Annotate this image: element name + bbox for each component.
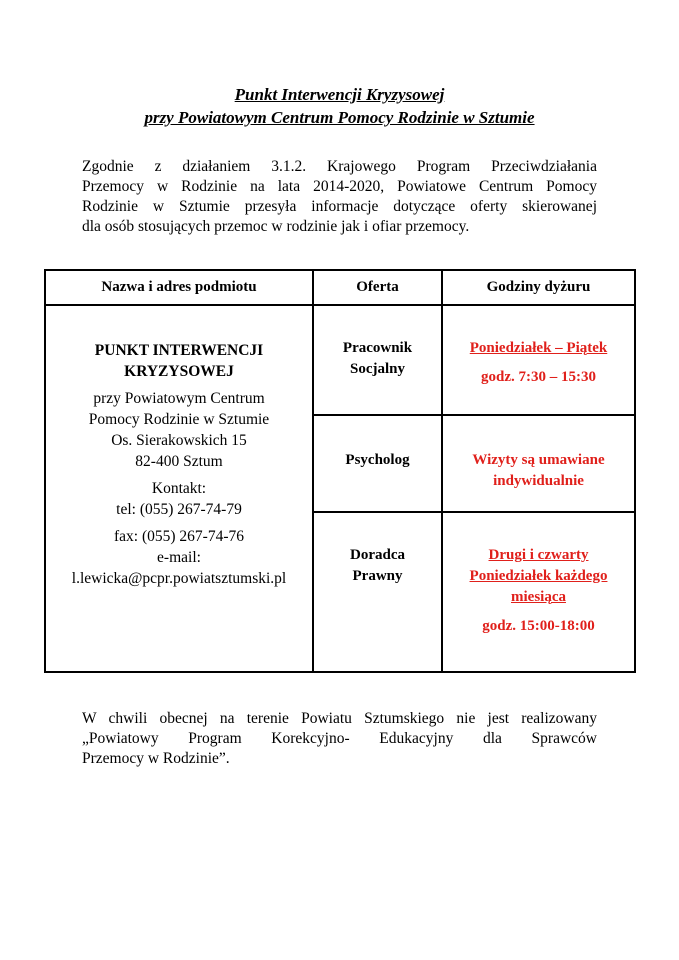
document-title-line2: przy Powiatowym Centrum Pomocy Rodzinie w Sztumie — [144, 108, 535, 127]
hours-days: Poniedziałek – Piątek — [469, 340, 608, 356]
hours-days: Drugi i czwarty — [488, 547, 589, 563]
offer-label: Doradca — [350, 547, 405, 563]
offer-cell-psychologist — [313, 415, 442, 512]
closing-line: „Powiatowy Program Korekcyjno- Edukacyjny dla Sprawców — [82, 730, 597, 747]
hours-cell-psychologist — [442, 415, 635, 512]
offer-cell-social-worker — [313, 305, 442, 415]
entity-address-line: Pomocy Rodzinie w Sztumie — [88, 411, 270, 428]
hours-cell-legal-advisor — [442, 512, 635, 672]
email-address: l.lewicka@pcpr.powiatsztumski.pl — [71, 570, 287, 587]
hours-note: Wizyty są umawiane — [472, 452, 605, 468]
entity-address-line: przy Powiatowym Centrum — [93, 390, 265, 407]
header-hours: Godziny dyżuru — [442, 270, 635, 305]
hours-note: indywidualnie — [493, 473, 584, 489]
entity-cell — [45, 305, 313, 672]
intro-line: Przemocy w Rodzinie na lata 2014-2020, Powiatowe Centrum Pomocy — [82, 178, 597, 195]
hours-time: godz. 7:30 – 15:30 — [481, 369, 596, 385]
phone-number: tel: (055) 267-74-79 — [116, 501, 242, 518]
table-row — [45, 305, 635, 415]
contact-label: Kontakt: — [151, 480, 207, 497]
offer-table — [44, 269, 636, 673]
hours-time: godz. 15:00-18:00 — [482, 618, 595, 634]
offer-cell-legal-advisor — [313, 512, 442, 672]
offer-label: Pracownik — [342, 340, 413, 356]
intro-line: Zgodnie z działaniem 3.1.2. Krajowego Program Przeciwdziałania — [82, 158, 597, 175]
offer-label: Socjalny — [349, 361, 405, 377]
header-offer: Oferta — [313, 270, 442, 305]
intro-line: Rodzinie w Sztumie przesyła informacje dotyczące oferty skierowanej — [82, 198, 597, 215]
hours-cell-social-worker — [442, 305, 635, 415]
document-title-line1: Punkt Interwencji Kryzysowej — [234, 85, 445, 104]
email-label: e-mail: — [157, 549, 201, 566]
fax-number: fax: (055) 267-74-76 — [114, 528, 244, 545]
intro-paragraph — [82, 157, 597, 237]
entity-name-line2: KRYZYSOWEJ — [124, 363, 234, 380]
closing-paragraph — [82, 709, 597, 769]
header-entity: Nazwa i adres podmiotu — [45, 270, 313, 305]
closing-line: W chwili obecnej na terenie Powiatu Sztumskiego nie jest realizowany — [82, 710, 597, 727]
entity-address-line: Os. Sierakowskich 15 — [111, 432, 247, 449]
entity-name-line1: PUNKT INTERWENCJI — [94, 342, 264, 359]
hours-days: miesiąca — [511, 589, 566, 605]
hours-days: Poniedziałek każdego — [469, 568, 608, 584]
intro-line: dla osób stosujących przemoc w rodzinie jak i ofiar przemocy. — [82, 218, 470, 235]
entity-address-line: 82-400 Sztum — [135, 453, 223, 470]
offer-label: Psycholog — [345, 452, 410, 468]
offer-label: Prawny — [352, 568, 403, 584]
closing-line: Przemocy w Rodzinie”. — [82, 750, 230, 767]
table-header-row — [45, 270, 635, 305]
